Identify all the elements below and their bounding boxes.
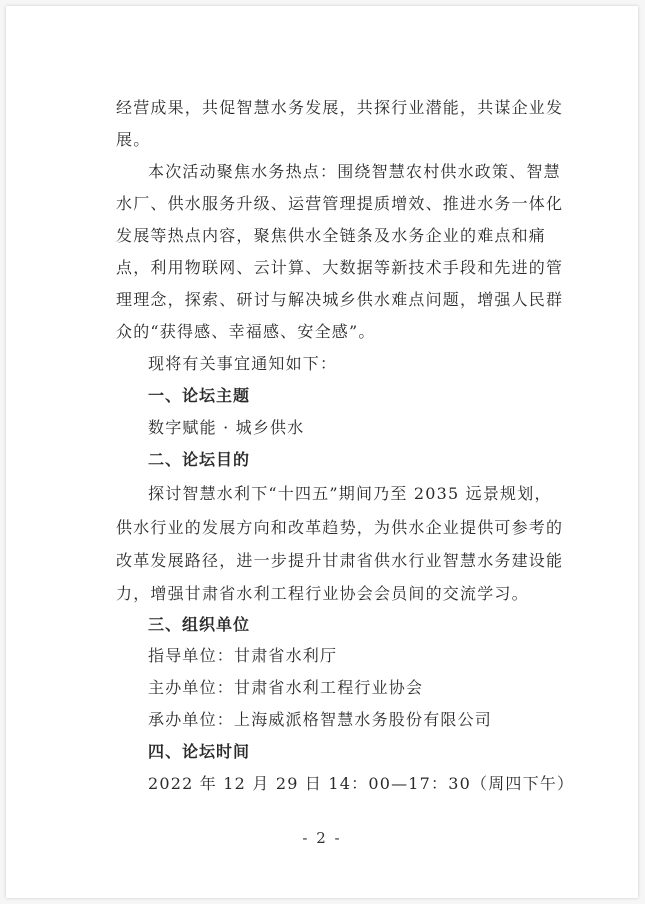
paragraph-line: 承办单位：上海威派格智慧水务股份有限公司 <box>148 710 493 729</box>
paragraph-line: 探讨智慧水利下“十四五”期间乃至 2035 远景规划， <box>148 484 552 503</box>
paragraph-line: 发展等热点内容，聚焦供水全链条及水务企业的难点和痛 <box>116 226 547 245</box>
paragraph-line: 展。 <box>116 130 151 149</box>
paragraph-line: 供水行业的发展方向和改革趋势，为供水企业提供可参考的 <box>116 518 564 537</box>
paragraph-line: 现将有关事宜通知如下： <box>148 354 338 373</box>
paragraph-line: 主办单位：甘肃省水利工程行业协会 <box>148 678 424 697</box>
section-heading: 四、论坛时间 <box>148 742 251 761</box>
paragraph-line: 本次活动聚焦水务热点：围绕智慧农村供水政策、智慧 <box>148 162 561 181</box>
paragraph-line: 2022 年 12 月 29 日 14：00—17：30（周四下午） <box>148 774 575 793</box>
paragraph-line: 改革发展路径，进一步提升甘肃省供水行业智慧水务建设能 <box>116 551 564 570</box>
document-page <box>6 6 638 898</box>
paragraph-line: 数字赋能 · 城乡供水 <box>148 418 305 437</box>
section-heading: 二、论坛目的 <box>148 450 251 469</box>
paragraph-line: 水厂、供水服务升级、运营管理提质增效、推进水务一体化 <box>116 194 564 213</box>
paragraph-line: 力，增强甘肃省水利工程行业协会会员间的交流学习。 <box>116 584 529 603</box>
paragraph-line: 理理念，探索、研讨与解决城乡供水难点问题，增强人民群 <box>116 290 564 309</box>
section-heading: 三、组织单位 <box>148 615 251 634</box>
paragraph-line: 指导单位：甘肃省水利厅 <box>148 646 338 665</box>
page-number: - 2 - <box>302 829 342 847</box>
section-heading: 一、论坛主题 <box>148 386 251 405</box>
paragraph-line: 点，利用物联网、云计算、大数据等新技术手段和先进的管 <box>116 258 564 277</box>
paragraph-line: 众的“获得感、幸福感、安全感”。 <box>116 322 376 341</box>
paragraph-line: 经营成果，共促智慧水务发展，共探行业潜能，共谋企业发 <box>116 98 564 117</box>
